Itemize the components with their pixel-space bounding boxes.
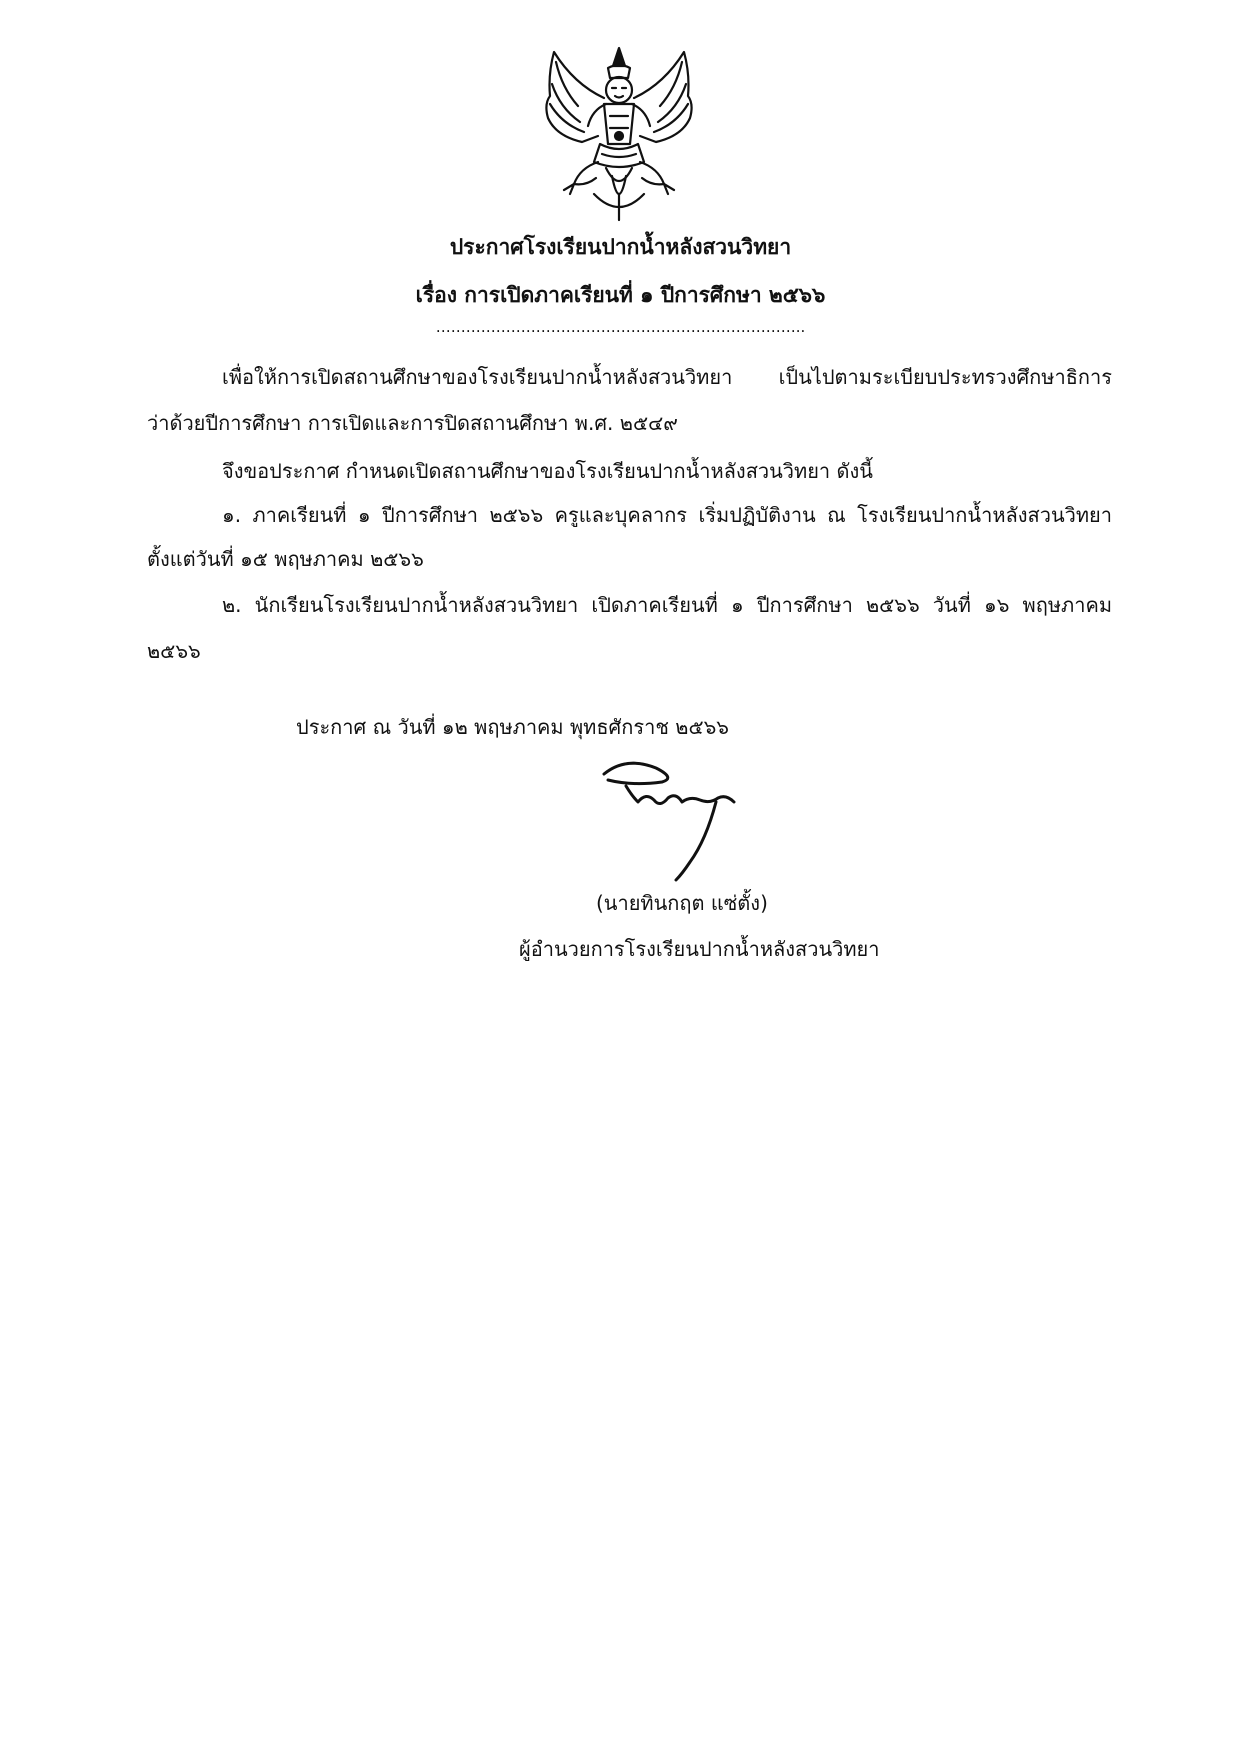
body-line-2: ว่าด้วยปีการศึกษา การเปิดและการปิดสถานศึกษา พ.ศ. ๒๕๔๙ — [147, 411, 678, 435]
item-1-line-2: ตั้งแต่วันที่ ๑๕ พฤษภาคม ๒๕๖๖ — [147, 547, 424, 571]
item-1-line-1: ๑. ภาคเรียนที่ ๑ ปีการศึกษา ๒๕๖๖ ครูและบุคลากร เริ่มปฏิบัติงาน ณ โรงเรียนปากน้ำหลังสวนวิทยา — [222, 503, 1112, 527]
item-2-line-1: ๒. นักเรียนโรงเรียนปากน้ำหลังสวนวิทยา เปิดภาคเรียนที่ ๑ ปีการศึกษา ๒๕๖๖ วันที่ ๑๖ พฤษภาคม — [222, 593, 1112, 617]
body-line-3: จึงขอประกาศ กำหนดเปิดสถานศึกษาของโรงเรียนปากน้ำหลังสวนวิทยา ดังนี้ — [222, 459, 873, 483]
garuda-emblem-icon — [534, 44, 704, 222]
announcement-subject: เรื่อง การเปิดภาคเรียนที่ ๑ ปีการศึกษา ๒๕๖๖ — [415, 283, 826, 307]
item-2-line-2: ๒๕๖๖ — [147, 639, 201, 663]
announcement-title: ประกาศโรงเรียนปากน้ำหลังสวนวิทยา — [449, 235, 792, 259]
signer-position: ผู้อำนวยการโรงเรียนปากน้ำหลังสวนวิทยา — [519, 937, 880, 961]
announcement-date: ประกาศ ณ วันที่ ๑๒ พฤษภาคม พุทธศักราช ๒๕๖๖ — [296, 715, 729, 739]
dotted-separator: ……………………………………………………………….. — [435, 318, 806, 336]
signer-name: (นายทินกฤต แซ่ตั้ง) — [596, 891, 768, 915]
signature-icon — [596, 752, 786, 892]
body-line-1: เพื่อให้การเปิดสถานศึกษาของโรงเรียนปากน้ำหลังสวนวิทยา เป็นไปตามระเบียบประทรวงศึกษาธิการ — [222, 365, 1112, 389]
